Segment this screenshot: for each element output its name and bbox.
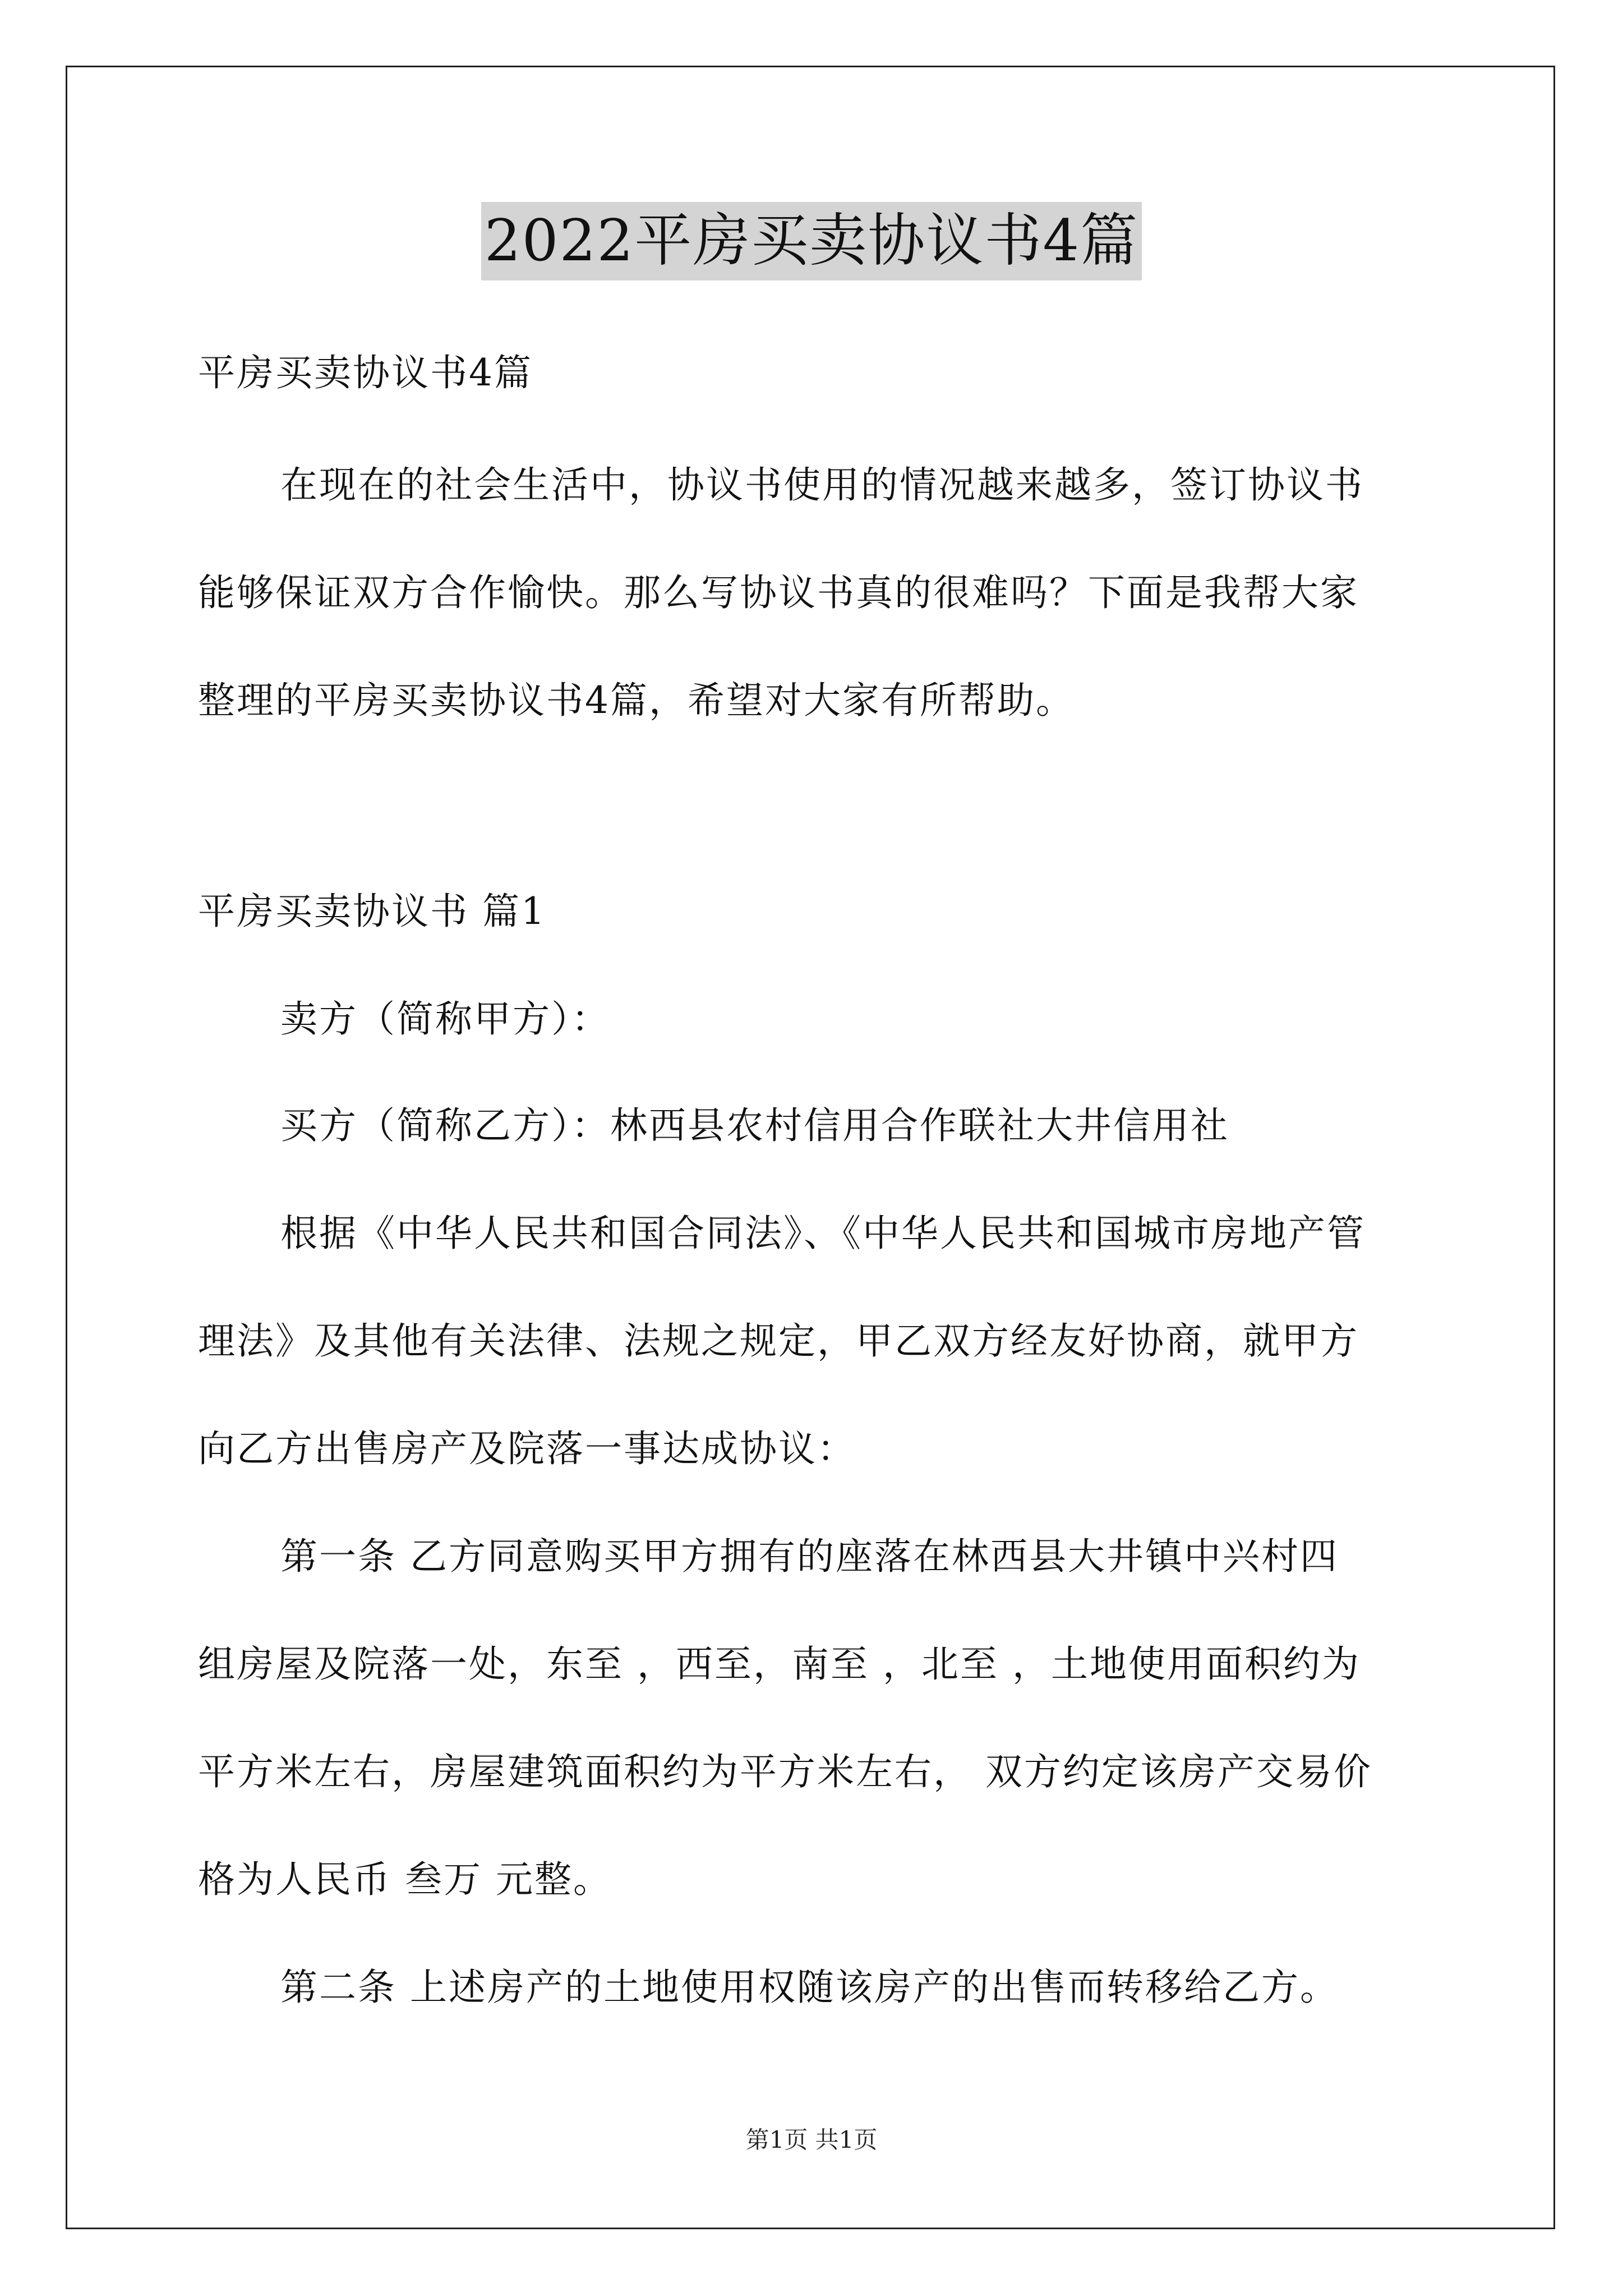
document-title: 2022平房买卖协议书4篇 [481,202,1142,280]
article1-line-3: 平方米左右，房屋建筑面积约为平方米左右， 双方约定该房产交易价 [198,1750,1372,1793]
title-container [0,202,1623,280]
article2-line: 第二条 上述房产的土地使用权随该房产的出售而转移给乙方。 [280,1966,1339,2009]
page-footer: 第1页 共1页 [745,2126,878,2154]
basis-line-1: 根据《中华人民共和国合同法》、《中华人民共和国城市房地产管 [280,1212,1366,1255]
document-subtitle: 平房买卖协议书4篇 [198,351,533,394]
section-heading: 平房买卖协议书 篇1 [198,890,546,933]
article1-line-4: 格为人民币 叁万 元整。 [198,1858,612,1901]
basis-line-3: 向乙方出售房产及院落一事达成协议： [198,1427,856,1470]
intro-line-2: 能够保证双方合作愉快。那么写协议书真的很难吗？下面是我帮大家 [198,571,1359,614]
basis-line-2: 理法》及其他有关法律、法规之规定，甲乙双方经友好协商，就甲方 [198,1319,1359,1363]
article1-line-1: 第一条 乙方同意购买甲方拥有的座落在林西县大井镇中兴村四 [280,1535,1339,1578]
intro-line-1: 在现在的社会生活中，协议书使用的情况越来越多，签订协议书 [280,463,1364,507]
intro-line-3: 整理的平房买卖协议书4篇，希望对大家有所帮助。 [198,679,1075,722]
seller-line: 卖方（简称甲方）： [280,997,610,1041]
article1-line-2: 组房屋及院落一处，东至 ，西至，南至 ，北至 ，土地使用面积约为 [198,1642,1361,1686]
buyer-line: 买方（简称乙方）：林西县农村信用合作联社大井信用社 [280,1104,1229,1147]
